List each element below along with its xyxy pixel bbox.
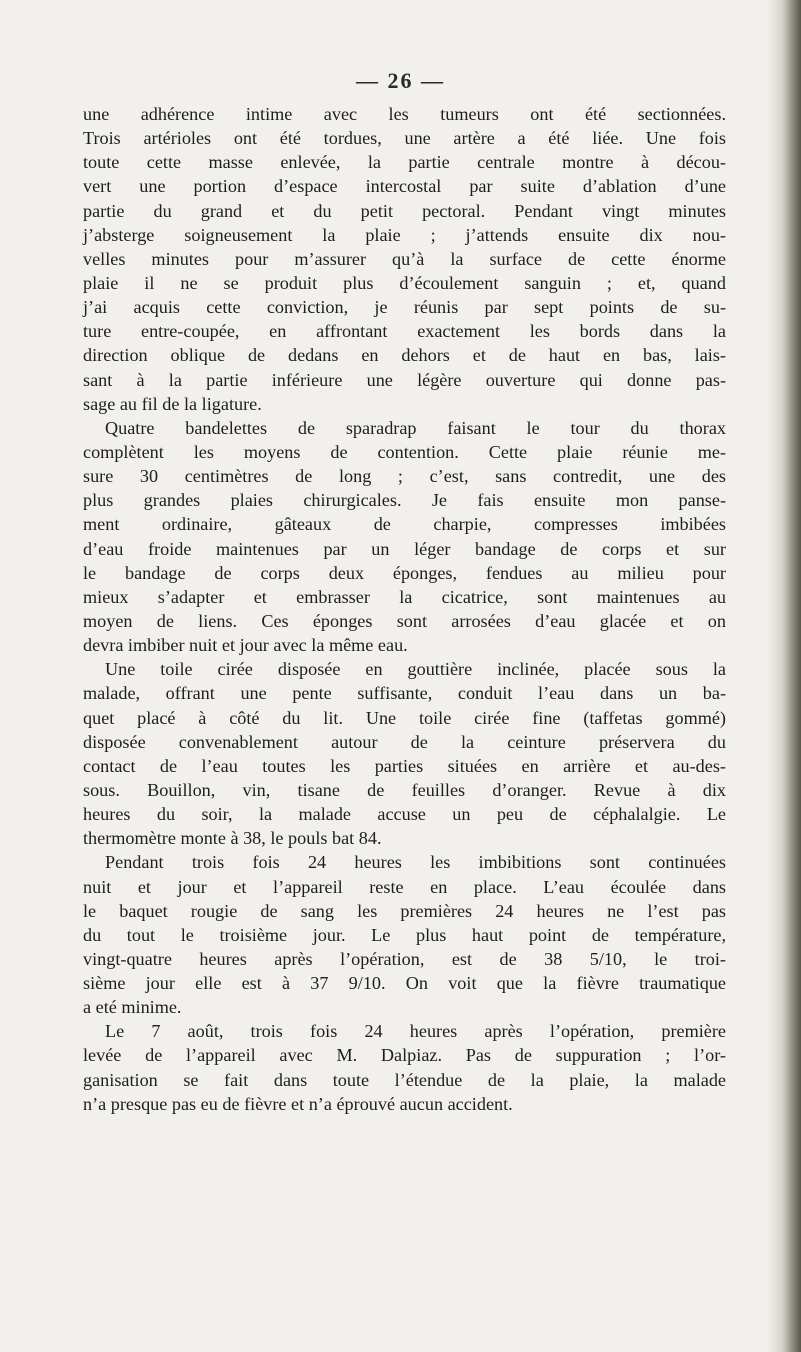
text-line: sous. Bouillon, vin, tisane de feuilles d’oranger. Revue à dix (83, 779, 726, 800)
text-line: plaie il ne se produit plus d’écoulement sanguin ; et, quand (83, 272, 726, 293)
text-line: disposée convenablement autour de la ceinture préservera du (83, 731, 726, 752)
text-line: contact de l’eau toutes les parties situées en arrière et au-des- (83, 755, 726, 776)
text-line: Une toile cirée disposée en gouttière inclinée, placée sous la (105, 659, 726, 680)
text-line: une adhérence intime avec les tumeurs ont été sectionnées. (83, 104, 726, 124)
text-line: heures du soir, la malade accuse un peu de céphalalgie. Le (83, 804, 726, 825)
body-text (83, 102, 726, 1116)
text-line: sant à la partie inférieure une légère ouverture qui donne pas- (83, 369, 726, 390)
text-line: direction oblique de dedans en dehors et de haut en bas, lais- (83, 345, 726, 366)
page-number: — 26 — (356, 68, 445, 93)
text-line: Quatre bandelettes de sparadrap faisant le tour du thorax (105, 417, 726, 438)
text-line: a eté minime. (83, 997, 182, 1018)
text-line: ture entre-coupée, en affrontant exactement les bords dans la (83, 321, 726, 342)
text-line: plus grandes plaies chirurgicales. Je fais ensuite mon panse- (83, 490, 726, 511)
text-line: thermomètre monte à 38, le pouls bat 84. (83, 828, 382, 849)
text-line: vingt-quatre heures après l’opération, est de 38 5/10, le troi- (83, 948, 726, 969)
text-line: quet placé à côté du lit. Une toile cirée fine (taffetas gommé) (83, 707, 726, 728)
text-line: Trois artérioles ont été tordues, une artère a été liée. Une fois (83, 128, 726, 149)
text-line: sième jour elle est à 37 9/10. On voit que la fièvre traumatique (83, 973, 726, 994)
text-line: vert une portion d’espace intercostal par suite d’ablation d’une (83, 176, 726, 197)
text-line: Pendant trois fois 24 heures les imbibitions sont continuées (105, 852, 726, 873)
text-line: sage au fil de la ligature. (83, 393, 262, 414)
text-line: du tout le troisième jour. Le plus haut point de température, (83, 924, 726, 945)
text-line: j’ai acquis cette conviction, je réunis par sept points de su- (83, 297, 726, 318)
text-line: toute cette masse enlevée, la partie centrale montre à décou- (83, 152, 726, 173)
text-line: sure 30 centimètres de long ; c’est, sans contredit, une des (83, 466, 726, 487)
text-line: levée de l’appareil avec M. Dalpiaz. Pas de suppuration ; l’or- (83, 1045, 726, 1066)
text-line: mieux s’adapter et embrasser la cicatrice, sont maintenues au (83, 586, 726, 607)
page-binding-shadow (767, 0, 801, 1352)
text-line: le bandage de corps deux éponges, fendues au milieu pour (83, 562, 726, 583)
text-line: ganisation se fait dans toute l’étendue de la plaie, la malade (83, 1069, 726, 1090)
text-line: d’eau froide maintenues par un léger bandage de corps et sur (83, 538, 726, 559)
text-line: devra imbiber nuit et jour avec la même eau. (83, 635, 408, 656)
text-line: ment ordinaire, gâteaux de charpie, compresses imbibées (83, 514, 726, 535)
text-line: nuit et jour et l’appareil reste en place. L’eau écoulée dans (83, 876, 726, 897)
text-line: j’absterge soigneusement la plaie ; j’attends ensuite dix nou- (83, 224, 726, 245)
text-line: moyen de liens. Ces éponges sont arrosées d’eau glacée et on (83, 610, 726, 631)
text-line: le baquet rougie de sang les premières 24 heures ne l’est pas (83, 900, 726, 921)
text-line: partie du grand et du petit pectoral. Pendant vingt minutes (83, 200, 726, 221)
text-line: complètent les moyens de contention. Cette plaie réunie me- (83, 441, 726, 462)
text-line: velles minutes pour m’assurer qu’à la surface de cette énorme (83, 248, 726, 269)
text-line: malade, offrant une pente suffisante, conduit l’eau dans un ba- (83, 683, 726, 704)
text-line: Le 7 août, trois fois 24 heures après l’opération, première (105, 1021, 726, 1042)
text-line: n’a presque pas eu de fièvre et n’a éprouvé aucun accident. (83, 1093, 513, 1114)
